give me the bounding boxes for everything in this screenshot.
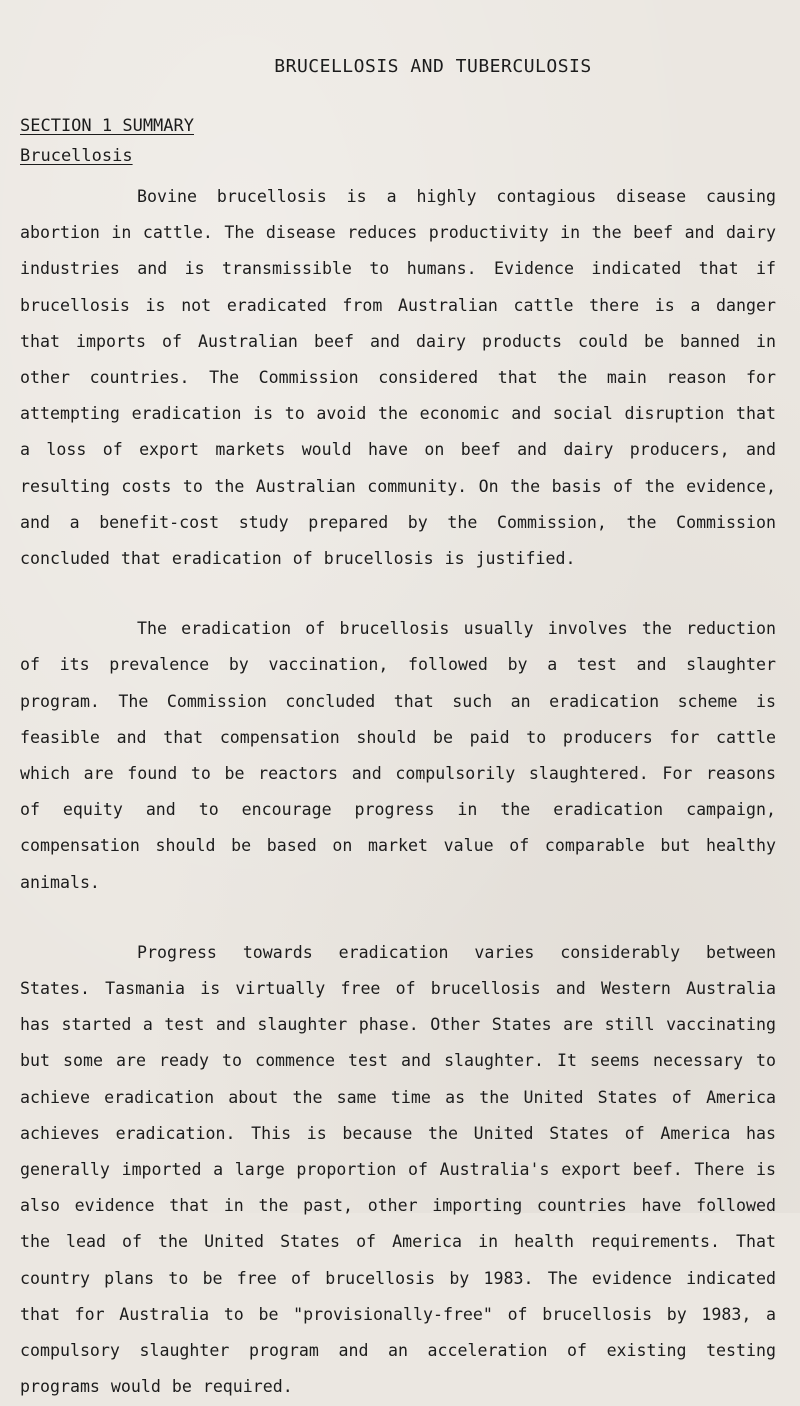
section-heading: SECTION 1 SUMMARY: [20, 116, 194, 136]
paragraph-3: Progress towards eradication varies considerably between States. Tasmania is virtually free of brucellosis and Western Australia has started a test and slaughter phase. Other States are still vaccinating but some are ready to commence test and slaughter. It seems necessary to achieve eradication about the same time as the United States of America achieves eradication. This is because the United States of America has generally imported a large proportion of Australia's export beef. There is also evidence that in the past, other importing countries have followed the lead of the United States of America in health requirements. That country plans to be free of brucellosis by 1983. The evidence indicated that for Australia to be "provisionally-free" of brucellosis by 1983, a compulsory slaughter program and an acceleration of existing testing programs would be required.: [20, 942, 776, 1397]
paragraph-1: Bovine brucellosis is a highly contagious disease causing abortion in cattle. The disease reduces productivity in the beef and dairy industries and is transmissible to humans. Evidence indicated that if brucellosis is not eradicated from Australian cattle there is a danger that imports of Australian beef and dairy products could be banned in other countries. The Commission considered that the main reason for attempting eradication is to avoid the economic and social disruption that a loss of export markets would have on beef and dairy producers, and resulting costs to the Australian community. On the basis of the evidence, and a benefit-cost study prepared by the Commission, the Commission concluded that eradication of brucellosis is justified.: [20, 187, 776, 569]
paragraph-2: The eradication of brucellosis usually involves the reduction of its prevalence by vaccination, followed by a test and slaughter program. The Commission concluded that such an eradication scheme is feasible and that compensation should be paid to producers for cattle which are found to be reactors and compulsorily slaughtered. For reasons of equity and to encourage progress in the eradication campaign, compensation should be based on market value of comparable but healthy animals.: [20, 619, 776, 892]
document-title: BRUCELLOSIS AND TUBERCULOSIS: [274, 56, 592, 77]
sub-heading: Brucellosis: [20, 146, 133, 166]
